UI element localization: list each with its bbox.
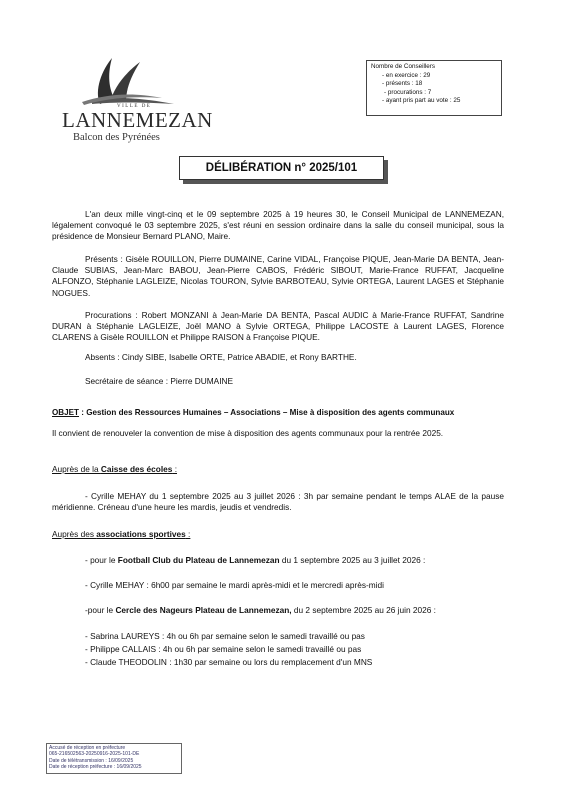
logo-ville-text: VILLE DE (117, 104, 152, 109)
secretaire-paragraph (52, 376, 504, 387)
counsellors-en-exercice: - en exercice : 29 (382, 71, 431, 79)
objet-line (52, 407, 504, 418)
stamp-line: Accusé de réception en préfecture (49, 745, 126, 751)
football-item: - Cyrille MEHAY : 6h00 par semaine le mardi après-midi et le mercredi après-midi (85, 580, 384, 590)
presents-text: Gisèle ROUILLON, Pierre DUMAINE, Carine VIDAL, Françoise PIQUE, Jean-Marie DA BENTA, Jean-Claude SUBIAS, Jean-Marc BABOU, Jean-Pierre CABOS, Frédéric SIBOUT, Marie-France RUFFAT, Jacqueline ALFONZO, Stéphanie LAGLEIZE, Nicolas TOURON, Sylvie BARBOTEAU, Sylvie ORTEGA, Laurent LAGES et Stéphanie NOGUES. (52, 254, 504, 298)
secretaire-label: Secrétaire de séance : (85, 376, 169, 386)
counsellors-procurations: - procurations : 7 (384, 88, 432, 96)
deliberation-title: DÉLIBÉRATION n° 2025/101 (179, 156, 384, 180)
list-item: - Philippe CALLAIS : 4h ou 6h par semaine selon le samedi travaillé ou pas (85, 644, 362, 654)
counsellors-ayant-pris-part: - ayant pris part au vote : 25 (382, 97, 461, 105)
caisse-item: - Cyrille MEHAY du 1 septembre 2025 au 3 juillet 2026 : 3h par semaine pendant le temps ALAE de la pause méridienne. Créneau d'une heure les mardis, jeudis et vendredis. (52, 491, 504, 513)
procurations-text: Robert MONZANI à Jean-Marie DA BENTA, Pascal AUDIC à Marie-France RUFFAT, Sandrine DURAN à Stéphanie LAGLEIZE, Joël MANO à Sylvie ORTEGA, Philippe LACOSTE à Laurent LAGES, Florence CLARENS à Gisèle ROUILLON et Philippe RAISON à Françoise PIQUE. (52, 310, 504, 343)
mountain-swoosh-icon (62, 52, 212, 107)
assoc-heading-pre: Auprès des (52, 529, 97, 539)
assoc-heading-post: : (185, 529, 191, 539)
city-logo (62, 52, 212, 157)
caisse-heading-pre: Auprès de la (52, 464, 101, 474)
caisse-heading-bold: Caisse des écoles (100, 464, 173, 474)
stamp-line: Date de télétransmission : 16/09/2025 (49, 757, 134, 764)
procurations-label: Procurations : (85, 310, 138, 320)
list-item: - Claude THEODOLIN : 1h30 par semaine ou lors du remplacement d'un MNS (85, 657, 373, 667)
nageurs-line (85, 605, 436, 616)
absents-text: Cindy SIBE, Isabelle ORTE, Patrice ABADIE, et Rony BARTHE. (121, 352, 357, 362)
football-line (85, 555, 425, 566)
caisse-heading (52, 464, 504, 475)
counsellors-count-box (366, 60, 502, 116)
objet-label: OBJET (52, 408, 79, 417)
nageurs-club-name: Cercle des Nageurs Plateau de Lannemezan, (115, 605, 292, 615)
list-item: - Sabrina LAUREYS : 4h ou 6h par semaine selon le samedi travaillé ou pas (85, 631, 365, 641)
intro-paragraph: L'an deux mille vingt-cinq et le 09 septembre 2025 à 19 heures 30, le Conseil Municipal de LANNEMEZAN, légalement convoqué le 03 septembre 2025, s'est réuni en session ordinaire dans la salle du conseil municipal, sous la présidence de Monsieur Bernard PLANO, Maire. (52, 209, 504, 242)
objet-text: : Gestion des Ressources Humaines – Associations – Mise à disposition des agents communaux (79, 408, 455, 417)
nageurs-post: du 2 septembre 2025 au 26 juin 2026 : (291, 605, 436, 615)
counsellors-title: Nombre de Conseillers (371, 63, 436, 70)
absents-label: Absents : (85, 352, 120, 362)
assoc-heading-bold: associations sportives (96, 529, 186, 539)
football-club-name: Football Club du Plateau de Lannemezan (117, 555, 280, 565)
prefecture-receipt-stamp (46, 743, 182, 774)
procurations-paragraph (52, 310, 504, 344)
football-pre: - pour le (85, 555, 118, 565)
counsellors-presents: - présents : 18 (382, 80, 423, 88)
absents-paragraph (52, 352, 504, 363)
nageurs-pre: -pour le (85, 605, 116, 615)
stamp-line: Date de réception préfecture : 16/09/2025 (49, 764, 142, 771)
caisse-heading-post: : (172, 464, 178, 474)
presents-label: Présents : (85, 254, 123, 264)
secretaire-text: Pierre DUMAINE (170, 376, 234, 386)
football-post: du 1 septembre 2025 au 3 juillet 2026 : (279, 555, 426, 565)
renewal-paragraph: Il convient de renouveler la convention de mise à disposition des agents communaux pour la rentrée 2025. (52, 428, 444, 438)
logo-city-name: LANNEMEZAN (62, 108, 213, 132)
assoc-heading (52, 529, 504, 540)
logo-tagline: Balcon des Pyrénées (73, 132, 160, 143)
stamp-line: 065-216502563-20250916-2025-101-DE (49, 751, 140, 758)
presents-paragraph (52, 254, 504, 299)
